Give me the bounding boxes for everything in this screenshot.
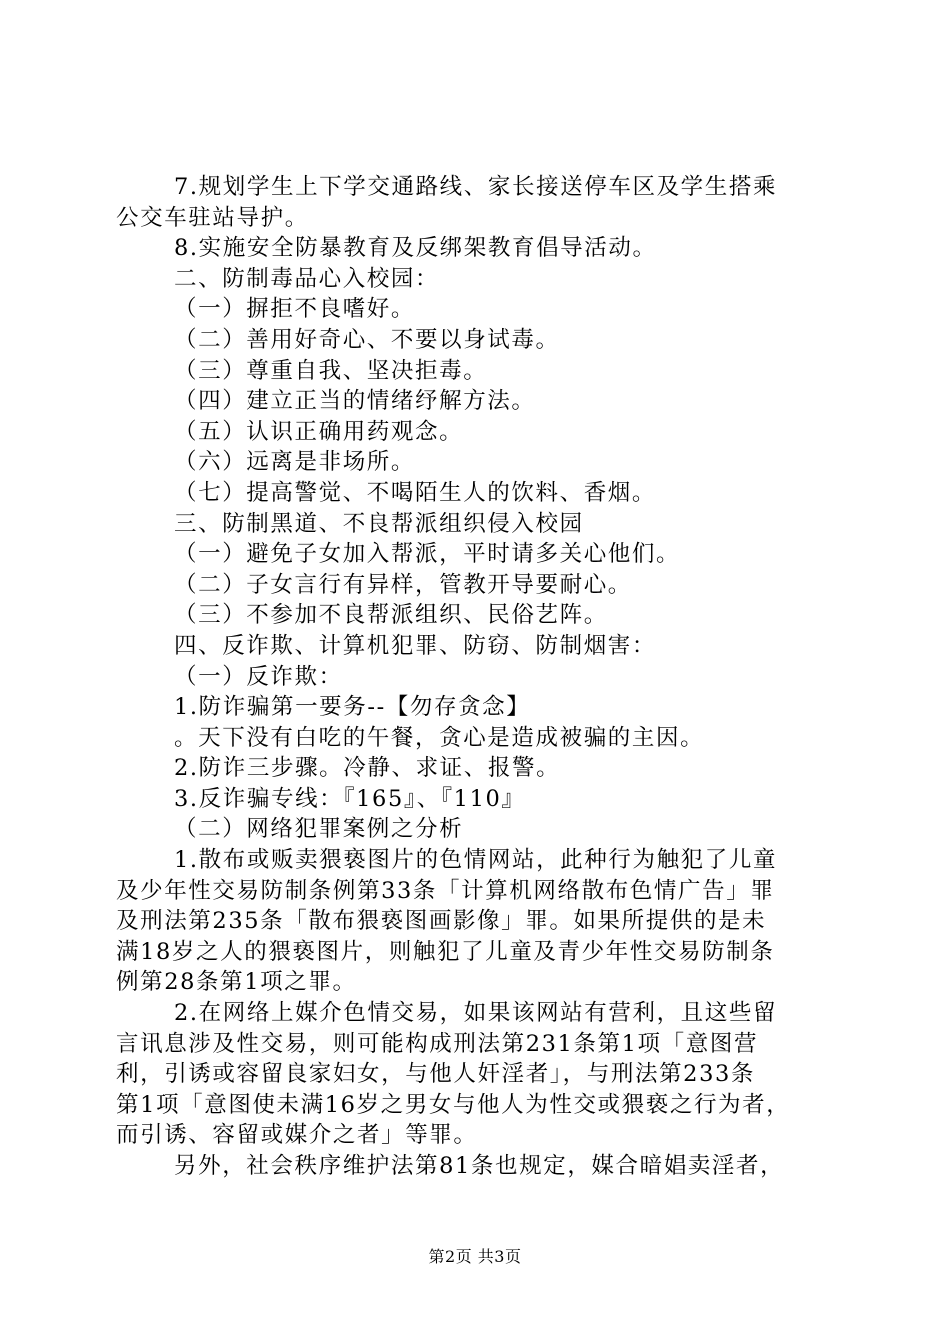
text-line: （一）摒拒不良嗜好。 <box>174 296 416 323</box>
section-heading: 四、反诈欺、计算机犯罪、防窃、防制烟害： <box>174 632 657 659</box>
text-line: 言讯息涉及性交易，则可能构成刑法第231条第1项「意图营 <box>116 1030 759 1057</box>
text-line: （二）子女言行有异样，管教开导要耐心。 <box>174 571 632 598</box>
text-line: 满18岁之人的猥亵图片，则触犯了儿童及青少年性交易防制条 <box>116 938 775 965</box>
text-line: （七）提高警觉、不喝陌生人的饮料、香烟。 <box>174 479 657 506</box>
text-line: 及刑法第235条「散布猥亵图画影像」罪。如果所提供的是未 <box>116 908 767 935</box>
text-line: （五）认识正确用药观念。 <box>174 418 464 445</box>
text-line: 。天下没有白吃的午餐，贪心是造成被骗的主因。 <box>174 724 705 751</box>
text-line: 1.防诈骗第一要务--【勿存贪念】 <box>174 694 531 721</box>
text-line: 公交车驻站导护。 <box>116 204 309 231</box>
text-line: 8.实施安全防暴教育及反绑架教育倡导活动。 <box>174 235 657 262</box>
section-heading: 三、防制黑道、不良帮派组织侵入校园 <box>174 510 584 537</box>
text-line: （四）建立正当的情绪纾解方法。 <box>174 388 536 415</box>
text-line: 7.规划学生上下学交通路线、家长接送停车区及学生搭乘 <box>174 174 778 200</box>
text-line: （三）不参加不良帮派组织、民俗艺阵。 <box>174 602 608 629</box>
text-line: （一）避免子女加入帮派，平时请多关心他们。 <box>174 541 681 568</box>
text-line: （三）尊重自我、坚决拒毒。 <box>174 357 488 384</box>
text-line: 另外，社会秩序维护法第81条也规定，媒合暗娼卖淫者， <box>174 1153 785 1179</box>
text-line: （二）善用好奇心、不要以身试毒。 <box>174 326 560 353</box>
text-line: 及少年性交易防制条例第33条「计算机网络散布色情广告」罪 <box>116 877 775 904</box>
document-body <box>116 172 836 1182</box>
text-line: 第1项「意图使未满16岁之男女与他人为性交或猥亵之行为者， <box>116 1091 791 1118</box>
text-line: 3.反诈骗专线：『165』、『110』 <box>174 785 526 812</box>
text-line: 2.在网络上媒介色情交易，如果该网站有营利，且这些留 <box>174 1000 778 1027</box>
text-line: （六）远离是非场所。 <box>174 449 416 476</box>
text-line: （一）反诈欺： <box>174 663 343 690</box>
text-line: 而引诱、容留或媒介之者」等罪。 <box>116 1122 478 1149</box>
text-line: 1.散布或贩卖猥亵图片的色情网站，此种行为触犯了儿童 <box>174 847 778 874</box>
text-line: 2.防诈三步骤。冷静、求证、报警。 <box>174 755 561 782</box>
text-line: （二）网络犯罪案例之分析 <box>174 816 464 843</box>
page-number-footer: 第2页 共3页 <box>428 1247 522 1266</box>
section-heading: 二、防制毒品心入校园： <box>174 265 440 292</box>
text-line: 利，引诱或容留良家妇女，与他人奸淫者」，与刑法第233条 <box>116 1061 755 1088</box>
text-line: 例第28条第1项之罪。 <box>116 969 357 996</box>
